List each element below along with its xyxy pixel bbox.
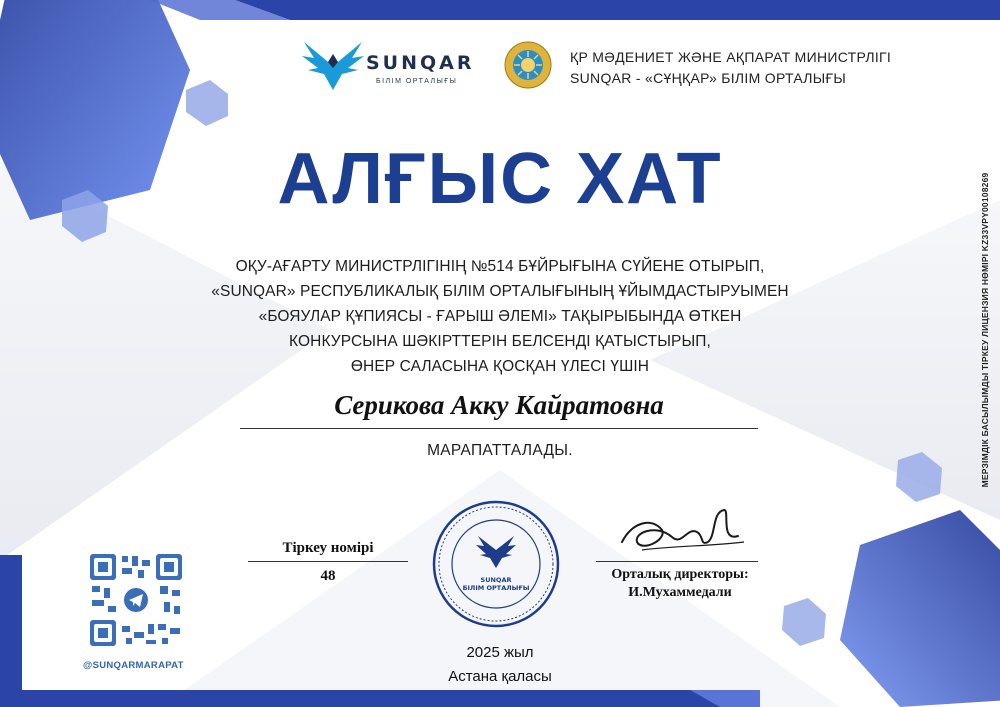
body-line: ӨНЕР САЛАСЫНА ҚОСҚАН ҮЛЕСІ ҮШІН <box>350 358 650 375</box>
body-line: КОНКУРСЫНА ШӘКІРТТЕРІН БЕЛСЕНДІ ҚАТЫСТЫРЫП, <box>289 333 711 350</box>
ministry-line-2: SUNQAR - «СҰҢҚАР» БІЛІМ ОРТАЛЫҒЫ <box>570 70 847 86</box>
certificate-city: Астана қаласы <box>448 668 552 685</box>
brand-name: SUNQAR <box>366 52 475 74</box>
body-line: «БОЯУЛАР ҚҰПИЯСЫ - ҒАРЫШ ӘЛЕМІ» ТАҚЫРЫБЫНДА ӨТКЕН <box>258 308 742 325</box>
brand-subtitle: БІЛІМ ОРТАЛЫҒЫ <box>376 78 458 85</box>
stamp-subtitle: БІЛІМ ОРТАЛЫҒЫ <box>462 584 530 592</box>
eagle-logo-icon <box>300 36 366 92</box>
recipient-underline <box>240 428 758 429</box>
registration-number: 48 <box>320 568 336 584</box>
seal-stamp-icon <box>430 498 562 630</box>
kazakhstan-emblem-icon <box>503 40 553 90</box>
license-number: МЕРЗІМДІК БАСЫЛЫМДЫ ТІРКЕУ ЛИЦЕНЗИЯ НӨМІРІ KZ33VPY00108269 <box>980 172 990 488</box>
director-line <box>596 561 758 562</box>
body-line: ОҚУ-АҒАРТУ МИНИСТРЛІГІНІҢ №514 БҰЙРЫҒЫНА СҮЙЕНЕ ОТЫРЫП, <box>235 258 765 275</box>
certificate-body <box>150 254 850 379</box>
social-handle[interactable]: @SUNQARMARAPAT <box>83 660 184 671</box>
certificate-year: 2025 жыл <box>466 644 534 661</box>
signature-icon <box>612 502 752 562</box>
registration-line <box>248 561 408 562</box>
body-line: «SUNQAR» РЕСПУБЛИКАЛЫҚ БІЛІМ ОРТАЛЫҒЫНЫҢ ҰЙЫМДАСТЫРУЫМЕН <box>211 283 789 300</box>
awarded-text: МАРАПАТТАЛАДЫ. <box>427 442 573 459</box>
stamp-brand: SUNQAR <box>480 576 512 584</box>
registration-label: Тіркеу номірі <box>282 540 374 556</box>
director-name: И.Мухаммедали <box>628 585 732 600</box>
recipient-name: Серикова Акку Кайратовна <box>334 390 664 420</box>
ministry-header <box>570 47 891 89</box>
certificate-title: АЛҒЫС ХАТ <box>277 139 723 219</box>
ministry-line-1: ҚР МӘДЕНИЕТ ЖӘНЕ АҚПАРАТ МИНИСТРЛІГІ <box>570 49 892 65</box>
director-title: Орталық директоры: <box>611 567 749 582</box>
telegram-icon <box>122 586 150 614</box>
